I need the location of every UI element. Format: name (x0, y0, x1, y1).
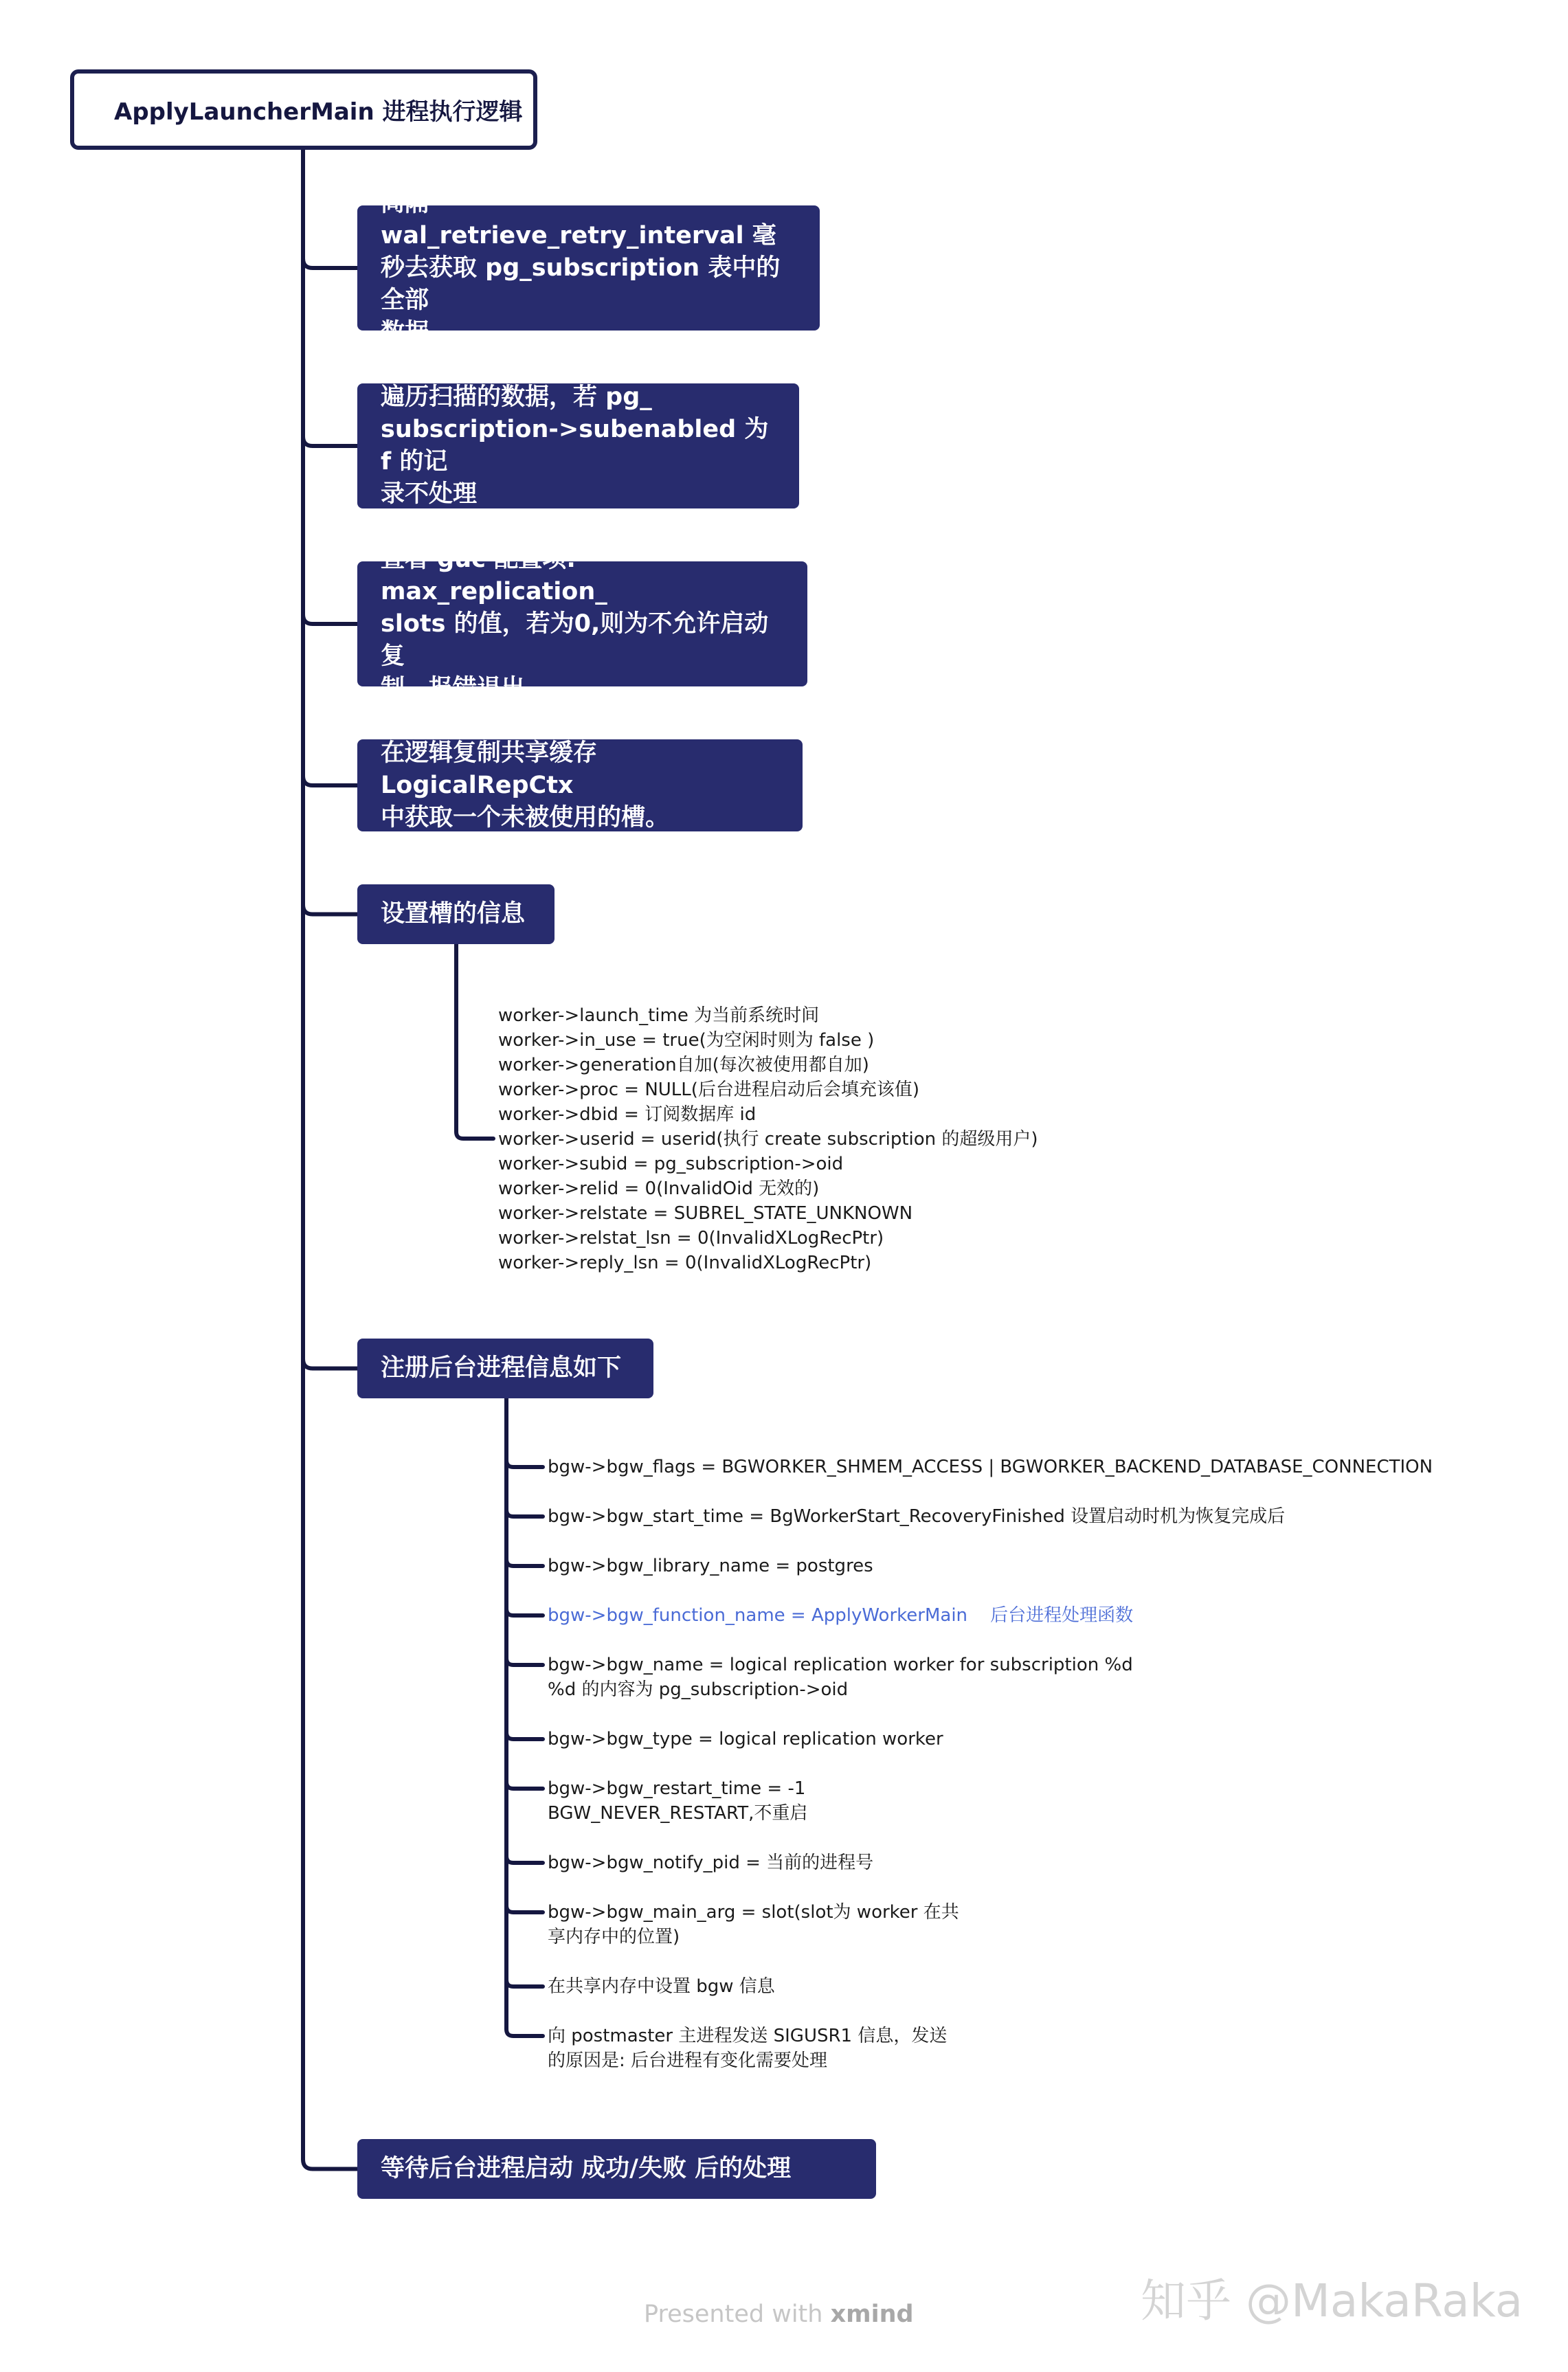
bgw-item-main-arg[interactable] (548, 1900, 959, 1949)
step-line: 秒去获取 pg_subscription 表中的全部 (381, 254, 781, 314)
bgw-branch-line (506, 1980, 543, 1987)
branch-line (303, 436, 357, 446)
bgw-branch-line (506, 1856, 543, 1863)
bgw-item-type[interactable] (548, 1727, 943, 1752)
step-line: 等待后台进程启动 成功/失败 后的处理 (381, 2155, 792, 2182)
step-line: 间隔 wal_retrieve_retry_interval 毫 (381, 189, 776, 249)
step-wait-result[interactable] (357, 2139, 876, 2199)
bgw-line: bgw->bgw_library_name = postgres (548, 1556, 873, 1576)
step-scan-data[interactable] (357, 383, 799, 508)
bgw-branch-line (506, 1510, 543, 1517)
slot-detail-branch (456, 944, 493, 1139)
bgw-item-restart-time[interactable] (548, 1776, 807, 1826)
step-line: 中获取一个未被使用的槽。 (381, 803, 670, 831)
footer-presented: Presented with (644, 2301, 823, 2328)
step-line: subscription->subenabled 为 f 的记 (381, 416, 769, 475)
step-check-guc[interactable] (357, 545, 807, 702)
slot-info-detail (498, 1003, 1038, 1275)
bgw-branch-line (506, 1609, 543, 1615)
bgw-branch-line (506, 1658, 543, 1665)
zhihu-watermark: 知乎 @MakaRaka (1141, 2274, 1523, 2327)
bgw-item-send-sigusr1[interactable] (548, 2024, 947, 2073)
bgw-branch-line (506, 1732, 543, 1739)
bgw-line: 在共享内存中设置 bgw 信息 (548, 1976, 775, 1997)
step-line: 在逻辑复制共享缓存 LogicalRepCtx (381, 739, 598, 799)
bgw-line: bgw->bgw_restart_time = -1 (548, 1778, 806, 1799)
step-set-slot-info[interactable] (357, 884, 555, 944)
bgw-line: bgw->bgw_start_time = BgWorkerStart_RecoveryFinished 设置启动时机为恢复完成后 (548, 1506, 1286, 1527)
bgw-item-set-shmem[interactable] (548, 1974, 775, 1999)
step-line: 录不处理 (381, 480, 478, 508)
bgw-branch-line (506, 1559, 543, 1566)
bgw-branch-line (506, 2029, 543, 2036)
branch-line (303, 905, 357, 915)
step-line: 注册后台进程信息如下 (381, 1354, 622, 1382)
branch-line (303, 776, 357, 785)
step-line: 查看 guc 配置项: max_replication_ (381, 545, 607, 605)
bgw-line: BGW_NEVER_RESTART,不重启 (548, 1803, 808, 1824)
footer-credit (644, 2301, 914, 2328)
step-line: 制。报错退出 (381, 674, 526, 702)
branch-line (303, 614, 357, 624)
bgw-branch-line (506, 1460, 543, 1467)
bgw-line: 向 postmaster 主进程发送 SIGUSR1 信息，发送 (548, 2026, 948, 2046)
bgw-line: %d 的内容为 pg_subscription->oid (548, 1679, 849, 1700)
step-line: 遍历扫描的数据，若 pg_ (381, 383, 652, 411)
detail-line: worker->launch_time 为当前系统时间 (498, 1005, 820, 1026)
detail-line: worker->relid = 0(InvalidOid 无效的) (498, 1178, 820, 1199)
bgw-line: bgw->bgw_name = logical replication worker for subscription %d (548, 1655, 1133, 1675)
detail-line: worker->generation自加(每次被使用都自加) (498, 1055, 869, 1075)
xmind-logo: xmind (830, 2301, 914, 2328)
bgw-line: bgw->bgw_type = logical replication worker (548, 1729, 943, 1749)
bgw-item-flags[interactable] (548, 1455, 1433, 1479)
bgw-line: bgw->bgw_main_arg = slot(slot为 worker 在共 (548, 1902, 959, 1923)
detail-line: worker->dbid = 订阅数据库 id (498, 1104, 757, 1125)
bgw-item-notify-pid[interactable] (548, 1850, 873, 1875)
detail-line: worker->userid = userid(执行 create subscription 的超级用户) (498, 1129, 1038, 1150)
bgw-line: bgw->bgw_notify_pid = 当前的进程号 (548, 1853, 874, 1873)
step-get-slot[interactable] (357, 739, 803, 831)
bgw-line: bgw->bgw_function_name = ApplyWorkerMain 后台进程处理函数 (548, 1605, 1134, 1626)
step-line: 设置槽的信息 (381, 900, 526, 928)
bgw-item-library-name[interactable] (548, 1554, 873, 1578)
detail-line: worker->in_use = true(为空闲时则为 false ) (498, 1030, 875, 1051)
bgw-branch-line (506, 1905, 543, 1912)
branch-line (303, 258, 357, 268)
step-line: slots 的值，若为0,则为不允许启动复 (381, 609, 769, 670)
bgw-item-function-name[interactable] (548, 1603, 1133, 1628)
detail-line: worker->relstat_lsn = 0(InvalidXLogRecPtr) (498, 1228, 884, 1249)
detail-line: worker->reply_lsn = 0(InvalidXLogRecPtr) (498, 1253, 872, 1273)
step-retrieve-subscription[interactable] (357, 189, 820, 346)
bgw-branch-line (506, 1782, 543, 1789)
step-register-bgw[interactable] (357, 1339, 653, 1398)
bgw-line: bgw->bgw_flags = BGWORKER_SHMEM_ACCESS | BGWORKER_BACKEND_DATABASE_CONNECTION (548, 1457, 1433, 1477)
step-line: 数据 (381, 318, 429, 346)
detail-line: worker->relstate = SUBREL_STATE_UNKNOWN (498, 1203, 913, 1224)
branch-line (303, 1359, 357, 1369)
detail-line: worker->proc = NULL(后台进程启动后会填充该值) (498, 1079, 920, 1100)
bgw-line: 的原因是: 后台进程有变化需要处理 (548, 2050, 828, 2071)
root-node[interactable] (70, 69, 537, 150)
detail-line: worker->subid = pg_subscription->oid (498, 1154, 844, 1174)
branch-line (303, 2160, 357, 2169)
root-label: ApplyLauncherMain 进程执行逻辑 (114, 98, 523, 126)
bgw-item-name[interactable] (548, 1653, 1133, 1702)
bgw-line: 享内存中的位置) (548, 1927, 680, 1947)
bgw-item-start-time[interactable] (548, 1504, 1285, 1529)
